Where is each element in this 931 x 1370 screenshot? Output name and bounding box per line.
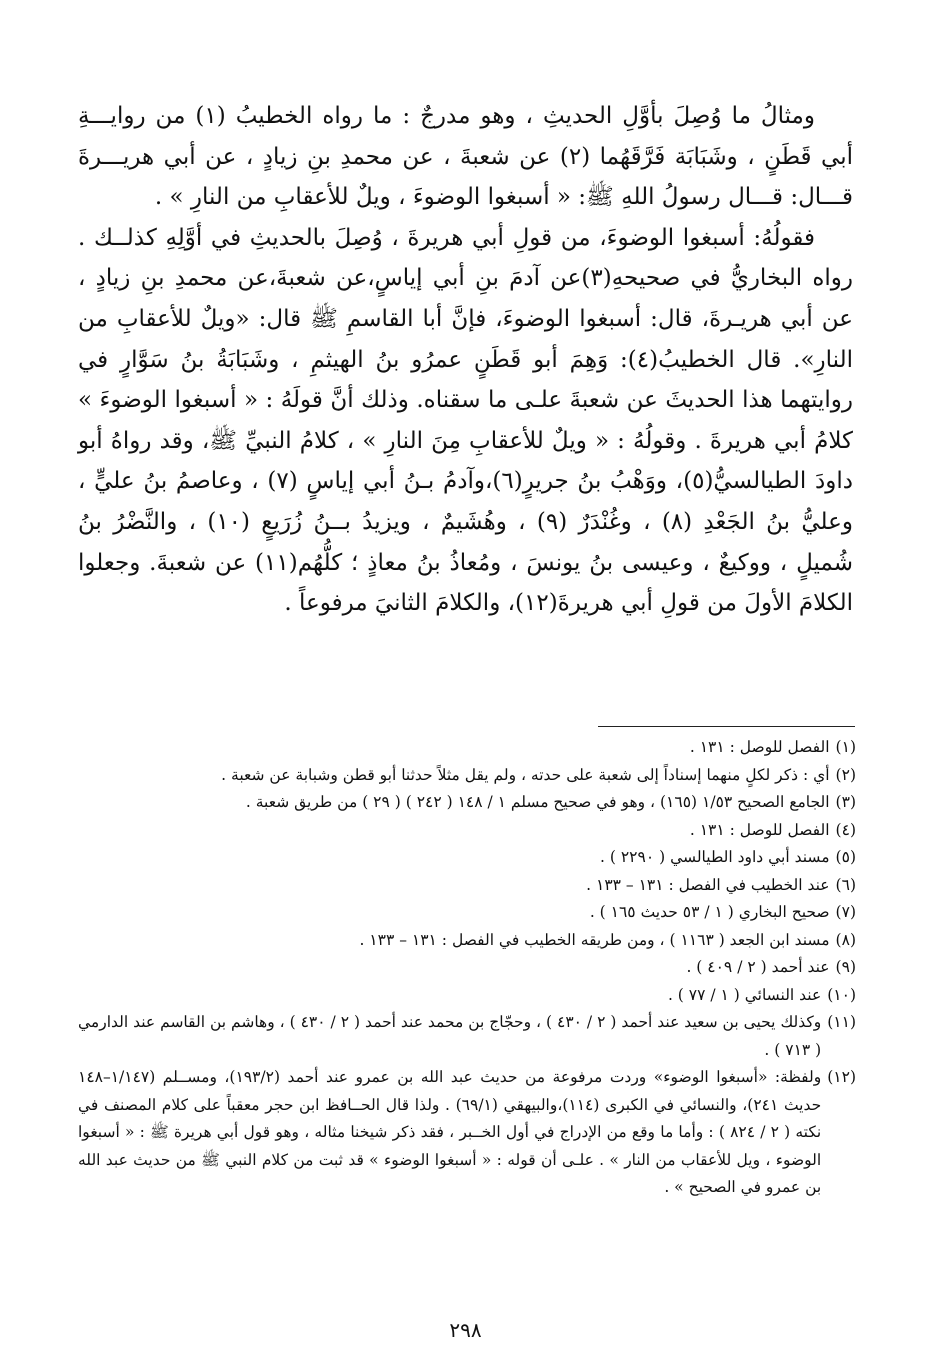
footnote-number: (٤) [835, 820, 856, 839]
footnote-number: (٦) [835, 875, 856, 894]
footnote-separator [598, 726, 855, 727]
footnote-number: (١١) [827, 1013, 856, 1031]
paragraph-2: فقولُهُ: أسبغوا الوضوءَ، من قولِ أبي هريرةَ ، وُصِلَ بالحديثِ في أوَّلِهِ كذلــك . رواه البخاريُّ في صحيحهِ(٣)عن آدمَ بنِ أبي إياسٍ،عن شعبةَ،عن محمدِ بنِ زيادٍ ، عن أبي هريـرةَ، قال: أسبغوا الوضوءَ، فإنَّ أبا القاسمِ ﷺ قال: «ويلٌ للأعقابِ من النارِ». قال الخطيبُ(٤): وَهِمَ أبو قَطَنٍ عمرُو بنُ الهيثمِ ، وشَبَابَةُ بنُ سَوَّارٍ في روايتهما هذا الحديثَ عن شعبةَ علـى ما سقناه. وذلك أنَّ قولَهُ : « أسبغوا الوضوءَ » كلامُ أبي هريرةَ . وقولُهُ : « ويلٌ للأعقابِ مِنَ النارِ » ، كلامُ النبيِّ ﷺ، وقد رواهُ أبو داودَ الطيالسيُّ(٥)، ووَهْبُ بنُ جريرٍ(٦)،وآدمُ بـنُ أبي إياسٍ (٧) ، وعاصمُ بنُ عليٍّ ، وعليُّ بنُ الجَعْدِ (٨) ، وغُنْدَرٌ (٩) ، وهُشَيمٌ ، ويزيدُ بــنُ زُرَيعٍ (١٠) ، والنَّضْرُ بنُ شُميلٍ ، ووكيعٌ ، وعيسى بنُ يونسَ ، ومُعاذُ بنُ معاذٍ ؛ كلُّهُم(١١) عن شعبةَ. وجعلوا الكلامَ الأولَ من قولِ أبي هريرةَ(١٢)، والكلامَ الثانيَ مرفوعاً . [78, 224, 853, 617]
footnote-number: (١) [835, 738, 856, 756]
footnote-number: (٧) [835, 903, 856, 921]
main-text [78, 96, 853, 624]
footnote-text: الفصل للوصل : ١٣١ . [689, 738, 830, 756]
footnote-text: صحيح البخاري ( ١ / ٥٣ حديث ١٦٥ ) . [589, 903, 830, 921]
footnote [78, 899, 856, 927]
footnote [78, 927, 856, 955]
footnote [78, 1064, 856, 1202]
footnote [78, 1009, 856, 1064]
footnote [78, 817, 856, 845]
footnote [78, 789, 856, 817]
footnote [78, 844, 856, 872]
footnote [78, 734, 856, 762]
footnote-text: عند أحمد ( ٢ / ٤٠٩ ) . [686, 958, 830, 976]
paragraph-1: ومثالُ ما وُصِلَ بأوَّلِ الحديثِ ، وهو مدرجٌ : ما رواه الخطيبُ (١) من روايـــةِ أبي قَطَنٍ ، وشَبَابَة فَرَّقَهُما (٢) عن شعبةَ ، عن محمدِ بنِ زيادٍ ، عن أبي هريـــرةَ قـــال: قـــال رسولُ اللهِ ﷺ: « أسبغوا الوضوءَ ، ويلٌ للأعقابِ من النارِ » . [78, 103, 854, 211]
footnote-text: الفصل للوصل : ١٣١ . [689, 820, 830, 839]
footnote [78, 954, 856, 982]
footnote [78, 872, 856, 900]
footnote [78, 982, 856, 1010]
page-number: ٢٩٨ [449, 1318, 482, 1342]
footnote-text: الجامع الصحيح ١/٥٣ (١٦٥) ، وهو في صحيح مسلم ١ / ١٤٨ ( ٢٤٢ ) ( ٢٩ ) من طريق شعبة . [245, 793, 830, 811]
footnote-text: عند الخطيب في الفصل : ١٣١ – ١٣٣ . [586, 875, 830, 894]
footnote-number: (٨) [835, 930, 856, 949]
footnote-number: (٥) [835, 848, 856, 866]
footnote-text: ولفظة: «أسبغوا الوضوء» وردت مرفوعة من حديث عبد الله بن عمرو عند أحمد (١٩٣/٢)، ومســلم (١/١٤٧–١٤٨ حديث ٢٤١)، والنسائي في الكبرى (١١٤)،والبيهقي (٦٩/١) . ولذا قال الحــافظ ابن حجر معقباً على كلام المصنف في نكته ( ٢ / ٨٢٤ ) : وأما ما وقع من الإدراج في أول الخــبر ، فقد ذكر شيخنا مثاله ، وهو قول أبي هريرة ﷺ : « أسبغوا الوضوء ، ويل للأعقاب من النار » . علـى أن قوله : « أسبغوا الوضوء » قد ثبت من كلام النبي ﷺ من حديث عبد الله بن عمرو في الصحيح » . [78, 1068, 822, 1196]
footnotes [78, 734, 856, 1202]
footnote-number: (٩) [835, 958, 856, 976]
footnote-text: مسند ابن الجعد ( ١١٦٣ ) ، ومن طريقه الخطيب في الفصل : ١٣١ – ١٣٣ . [359, 930, 830, 949]
footnote-number: (١٠) [827, 985, 856, 1004]
footnote-text: أي : ذكر لكلٍ منهما إسناداً إلى شعبة على حدته ، ولم يقل مثلاً حدثنا أبو قطن وشبابة عن شعبة . [221, 765, 830, 784]
footnote-number: (١٢) [827, 1068, 856, 1086]
footnote-number: (٢) [835, 765, 856, 784]
footnote [78, 762, 856, 790]
footnote-text: عند النسائي ( ١ / ٧٧ ) . [667, 985, 822, 1004]
footnote-text: وكذلك يحيى بن سعيد عند أحمد ( ٢ / ٤٣٠ ) ، وحجّاج بن محمد عند أحمد ( ٢ / ٤٣٠ ) ، وهاشم بن القاسم عند الدارمي ( ٧١٣ ) . [78, 1013, 822, 1059]
footnote-text: مسند أبي داود الطيالسي ( ٢٢٩٠ ) . [600, 848, 830, 866]
footnote-number: (٣) [835, 793, 856, 811]
